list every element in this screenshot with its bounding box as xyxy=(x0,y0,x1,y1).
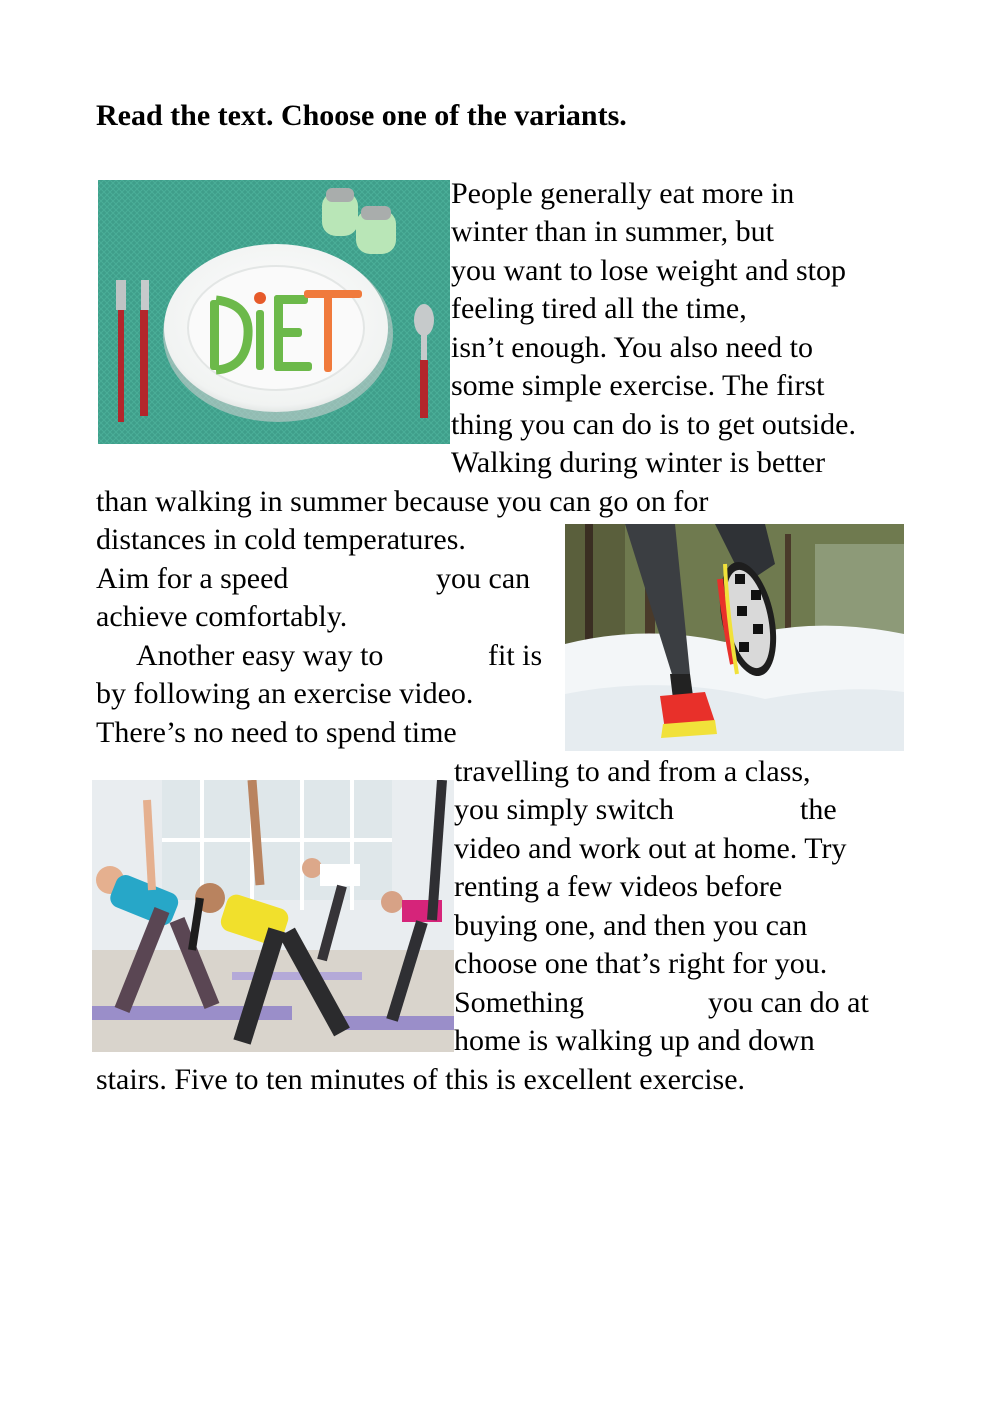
text-line: There’s no need to spend time xyxy=(96,716,457,749)
text-line: you can xyxy=(436,562,531,595)
winter-running-image xyxy=(565,524,904,751)
text-line: thing you can do is to get outside. xyxy=(451,408,856,441)
text-line: than walking in summer because you can go on for xyxy=(96,485,709,518)
text-line: buying one, and then you can xyxy=(454,909,808,942)
exercise-class-image xyxy=(92,780,454,1052)
text-line: distances in cold temperatures. xyxy=(96,523,466,556)
instruction-heading: Read the text. Choose one of the variants. xyxy=(96,99,627,132)
text-line: Something xyxy=(454,986,585,1019)
text-line: isn’t enough. You also need to xyxy=(451,331,813,364)
text-line: People generally eat more in xyxy=(451,177,795,210)
text-line: stairs. Five to ten minutes of this is excellent exercise. xyxy=(96,1063,746,1096)
text-line: some simple exercise. The first xyxy=(451,369,825,402)
text-line: renting a few videos before xyxy=(454,870,783,903)
text-line: achieve comfortably. xyxy=(96,600,348,633)
diet-plate-image xyxy=(98,180,450,444)
text-line: travelling to and from a class, xyxy=(454,755,811,788)
text-line: Another easy way to xyxy=(136,639,384,672)
text-line: the xyxy=(800,793,837,826)
text-line: Walking during winter is better xyxy=(451,446,826,479)
text-line: by following an exercise video. xyxy=(96,677,474,710)
text-line: fit is xyxy=(488,639,543,672)
text-line: Aim for a speed xyxy=(96,562,289,595)
text-line: feeling tired all the time, xyxy=(451,292,747,325)
text-line: video and work out at home. Try xyxy=(454,832,847,865)
text-line: choose one that’s right for you. xyxy=(454,947,828,980)
text-line: you can do at xyxy=(708,986,869,1019)
text-line: you simply switch xyxy=(454,793,675,826)
text-line: you want to lose weight and stop xyxy=(451,254,846,287)
text-line: home is walking up and down xyxy=(454,1024,815,1057)
text-line: winter than in summer, but xyxy=(451,215,774,248)
